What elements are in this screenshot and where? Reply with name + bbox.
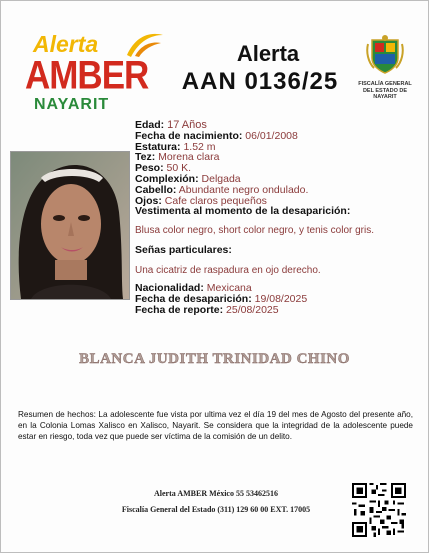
nationality-value: Mexicana <box>206 281 252 294</box>
weight-value: 50 K. <box>166 162 192 175</box>
eyes-row: Ojos: Cafe claros pequeños <box>135 194 267 207</box>
hair-row: Cabello: Abundante negro ondulado. <box>135 183 309 196</box>
logo-amber-text: AMBER <box>25 53 149 98</box>
missing-person-name: BLANCA JUDITH TRINIDAD CHINO <box>79 351 350 367</box>
state-seal-icon <box>366 34 404 74</box>
birthdate-row: Fecha de nacimiento: 06/01/2008 <box>135 129 298 142</box>
summary-of-facts: Resumen de hechos: La adolescente fue vista por ultima vez el día 19 del mes de Agosto del presente año, en la Colonia Lomas Xalisco en Xalisco, Nayarit. Se considera que la integridad de la adolescente puede estar en riesgo, toda vez que puede ser víctima de la comisión de un delito. <box>18 410 413 441</box>
age-row: Edad: 17 Años <box>135 119 207 131</box>
alert-code: AAN 0136/25 <box>181 68 339 95</box>
alert-word: Alerta <box>236 41 300 66</box>
clothing-label-row: Vestimenta al momento de la desaparición: <box>135 205 351 218</box>
contact-info <box>96 486 336 518</box>
fiscalia-phone: Fiscalía General del Estado (311) 129 60 00 EXT. 17005 <box>121 505 311 514</box>
eyes-value: Cafe claros pequeños <box>164 194 267 207</box>
alert-title <box>181 41 343 97</box>
build-row: Complexión: Delgada <box>135 172 241 185</box>
disappearance-date-value: 19/08/2025 <box>254 292 308 305</box>
logo-nayarit-text: NAYARIT <box>34 96 110 113</box>
person-details <box>135 120 420 315</box>
disappearance-date-row: Fecha de desaparición: 19/08/2025 <box>135 292 308 305</box>
skin-tone-value: Morena clara <box>158 151 220 164</box>
qr-code[interactable] <box>352 483 406 537</box>
missing-person-photo <box>10 151 130 300</box>
amber-phone: Alerta AMBER México 55 53462516 <box>154 489 278 498</box>
logo-alerta-text: Alerta <box>33 31 99 57</box>
birthdate-value: 06/01/2008 <box>245 129 298 142</box>
hair-value: Abundante negro ondulado. <box>178 183 309 196</box>
marks-label-row: Señas particulares: <box>135 244 232 257</box>
clothing-value: Blusa color negro, short color negro, y tenis color gris. <box>135 225 374 237</box>
age-value: 17 Años <box>167 119 207 131</box>
weight-row: Peso: 50 K. <box>135 162 192 175</box>
nationality-row: Nacionalidad: Mexicana <box>135 281 252 294</box>
report-date-row: Fecha de reporte: 25/08/2025 <box>135 303 279 316</box>
complexion-tone-row: Tez: Morena clara <box>135 151 220 164</box>
build-value: Delgada <box>201 172 241 185</box>
marks-value: Una cicatriz de raspadura en ojo derecho. <box>135 264 321 276</box>
state-seal <box>357 34 413 101</box>
height-row: Estatura: 1.52 m <box>135 140 216 153</box>
amber-alert-logo <box>23 27 163 117</box>
report-date-value: 25/08/2025 <box>226 303 279 316</box>
person-portrait-image <box>11 152 129 299</box>
height-value: 1.52 m <box>183 140 216 153</box>
agency-name: FISCALÍA GENERAL DEL ESTADO DE NAYARIT <box>358 81 412 100</box>
